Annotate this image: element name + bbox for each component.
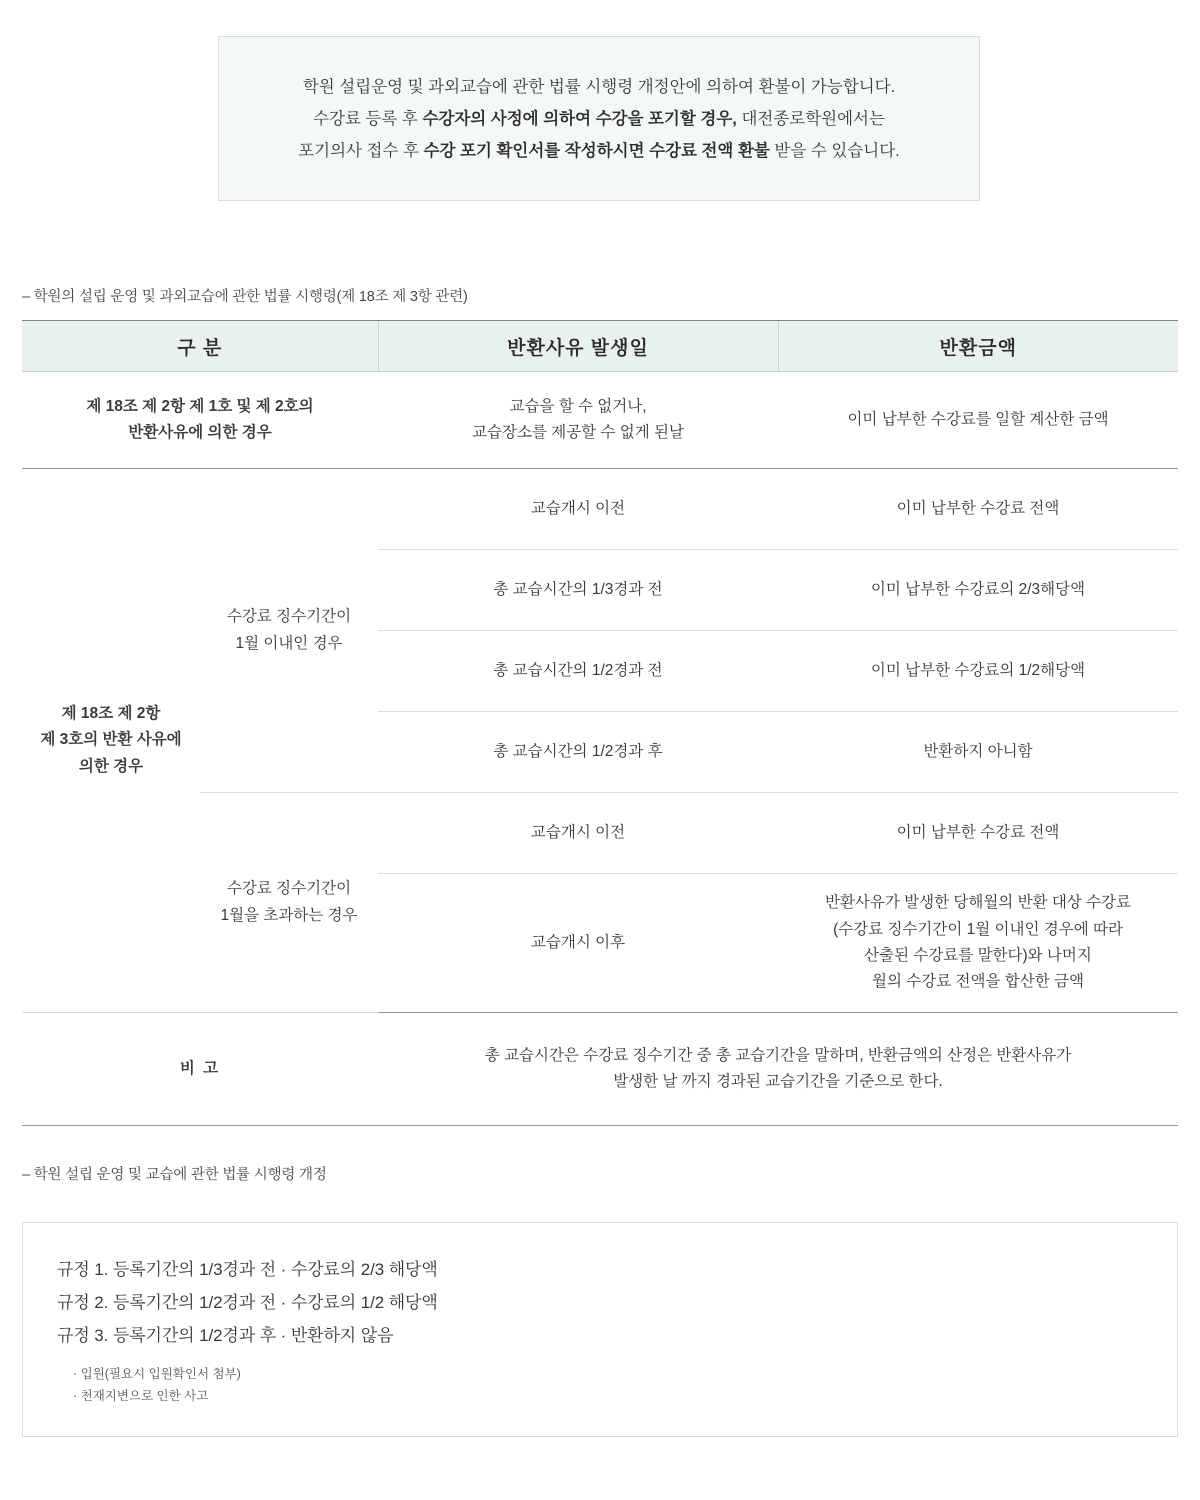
table-row [22, 469, 1178, 550]
table-caption: – 학원의 설립 운영 및 과외교습에 관한 법률 시행령(제 18조 제 3항 관련) [22, 289, 468, 305]
cell-amount: 이미 납부한 수강료의 2/3해당액 [778, 550, 1178, 631]
refund-table-wrapper [22, 320, 1178, 1126]
cell-date: 교습개시 이전 [378, 469, 778, 550]
rule-item: 규정 3. 등록기간의 1/2경과 후 · 반환하지 않음 [57, 1326, 394, 1346]
cell-note-label: 비 고 [22, 1013, 378, 1126]
notice-line-2: 수강료 등록 후 수강자의 사정에 의하여 수강을 포기할 경우, 대전종로학원에서는 [313, 110, 885, 129]
cell-date: 총 교습시간의 1/2경과 후 [378, 712, 778, 793]
rule-subnote: · 천재지변으로 인한 사고 [73, 1389, 209, 1404]
table-row-note [22, 1013, 1178, 1126]
header-division: 구 분 [22, 321, 378, 372]
cell-subgroup-1: 수강료 징수기간이 1월 이내인 경우 [200, 469, 378, 793]
notice-line-3: 포기의사 접수 후 수강 포기 확인서를 작성하시면 수강료 전액 환불 받을 수 있습니다. [298, 142, 900, 161]
cell-amount-1: 이미 납부한 수강료를 일할 계산한 금액 [778, 372, 1178, 469]
cell-division-1: 제 18조 제 2항 제 1호 및 제 2호의 반환사유에 의한 경우 [22, 372, 378, 469]
refund-table [22, 320, 1178, 1126]
cell-date-1: 교습을 할 수 없거나, 교습장소를 제공할 수 없게 된날 [378, 372, 778, 469]
rule-item: 규정 2. 등록기간의 1/2경과 전 · 수강료의 1/2 해당액 [57, 1293, 438, 1313]
table-row [22, 372, 1178, 469]
rule-subnotes [57, 1364, 1143, 1408]
cell-date: 총 교습시간의 1/3경과 전 [378, 550, 778, 631]
rule-subnote: · 입원(필요시 입원확인서 첨부) [73, 1367, 241, 1382]
cell-note-text: 총 교습시간은 수강료 징수기간 중 총 교습기간을 말하며, 반환금액의 산정은 반환사유가 발생한 날 까지 경과된 교습기간을 기준으로 한다. [378, 1013, 1178, 1126]
table-header-row [22, 321, 1178, 372]
rule-item: 규정 1. 등록기간의 1/3경과 전 · 수강료의 2/3 해당액 [57, 1260, 438, 1279]
cell-amount: 반환하지 아니함 [778, 712, 1178, 793]
rules-caption: – 학원 설립 운영 및 교습에 관한 법률 시행령 개정 [22, 1167, 327, 1183]
header-amount: 반환금액 [778, 321, 1178, 372]
cell-amount: 이미 납부한 수강료 전액 [778, 793, 1178, 874]
cell-date: 교습개시 이후 [378, 874, 778, 1013]
cell-date: 총 교습시간의 1/2경과 전 [378, 631, 778, 712]
notice-line-1: 학원 설립운영 및 과외교습에 관한 법률 시행령 개정안에 의하여 환불이 가능합니다. [302, 78, 896, 96]
rules-box [22, 1222, 1178, 1437]
cell-amount: 이미 납부한 수강료 전액 [778, 469, 1178, 550]
cell-amount: 이미 납부한 수강료의 1/2해당액 [778, 631, 1178, 712]
cell-subgroup-2: 수강료 징수기간이 1월을 초과하는 경우 [200, 793, 378, 1013]
header-date: 반환사유 발생일 [378, 321, 778, 372]
cell-amount: 반환사유가 발생한 당해월의 반환 대상 수강료 (수강료 징수기간이 1월 이내인 경우에 따라 산출된 수강료를 말한다)와 나머지 월의 수강료 전액을 합산한 금액 [778, 874, 1178, 1013]
cell-date: 교습개시 이전 [378, 793, 778, 874]
refund-notice-box [218, 36, 980, 201]
cell-group-label: 제 18조 제 2항 제 3호의 반환 사유에 의한 경우 [22, 469, 200, 1013]
